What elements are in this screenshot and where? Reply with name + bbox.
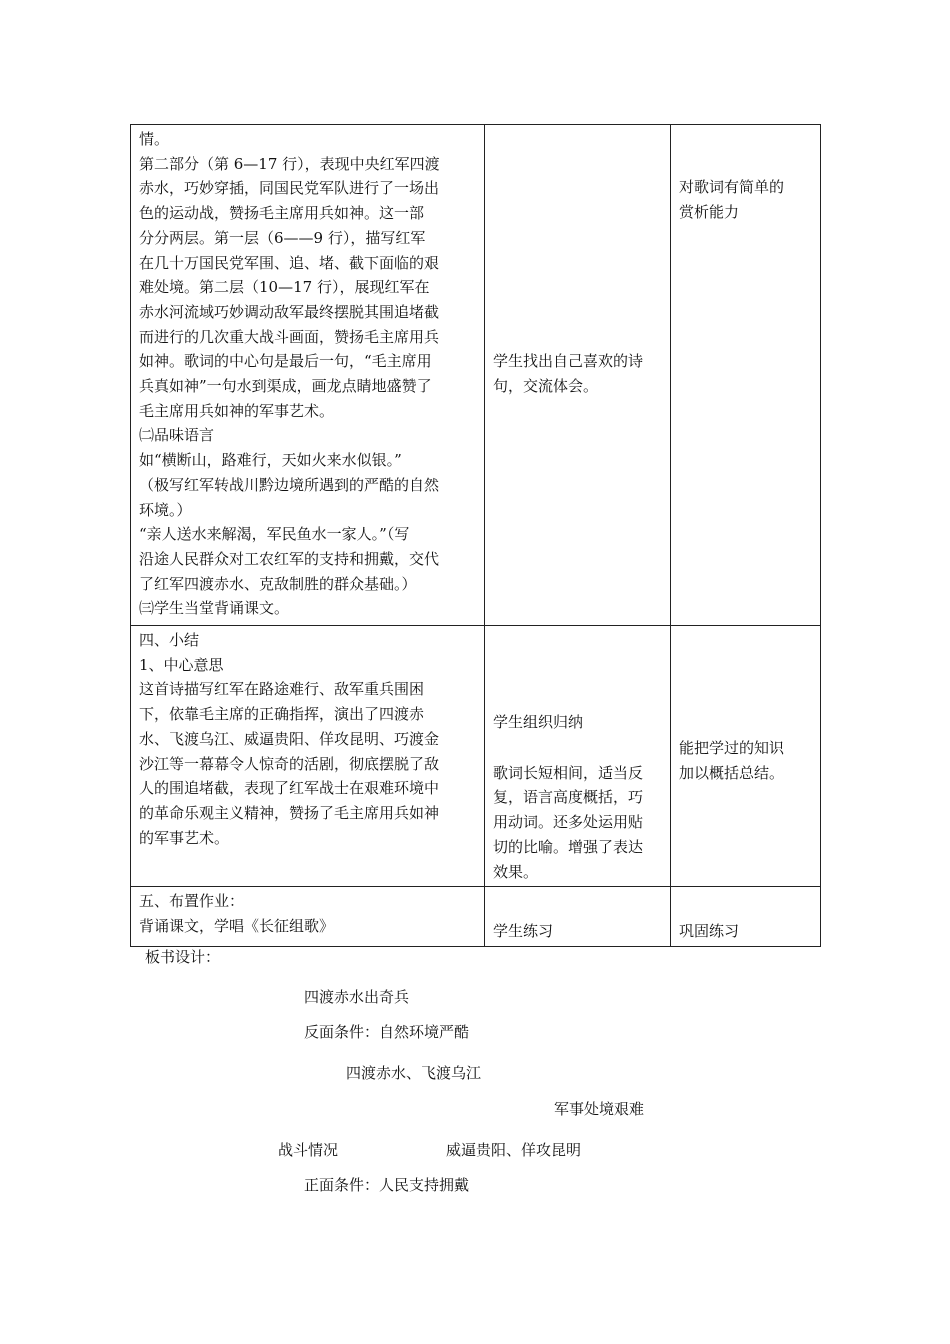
text-line: 了红军四渡赤水、克敌制胜的群众基础。）: [139, 574, 417, 593]
text-line: ㈡品味语言: [139, 426, 215, 445]
text-line: 赤水，巧妙穿插，同国民党军队进行了一场出: [139, 179, 440, 198]
text-line: 能把学过的知识: [679, 739, 785, 757]
text-line: 学生组织归纳: [493, 713, 584, 731]
design-intent-cell: [671, 626, 821, 887]
text-line: 学生找出自己喜欢的诗: [493, 352, 644, 370]
text-line: 在几十万国民党军围、追、堵、截下面临的艰: [139, 253, 440, 272]
student-activity-cell: [485, 125, 671, 626]
text-line: 赏析能力: [679, 202, 740, 221]
design-intent-cell: [671, 887, 821, 947]
text-line: 如神。歌词的中心句是最后一句，“毛主席用: [139, 352, 432, 371]
text-line: “亲人送水来解渴，军民鱼水一家人。”（写: [139, 525, 410, 544]
text-line: 水、飞渡乌江、威逼贵阳、佯攻昆明、巧渡金: [139, 729, 440, 748]
text-line: 歌词长短相间，适当反: [493, 763, 644, 782]
text-line: 巩固练习: [679, 922, 740, 941]
text-line: 切的比喻。增强了表达: [493, 837, 644, 856]
text-line: 如“横断山，路难行，天如火来水似银。”: [139, 451, 402, 470]
text-line: 1、中心意思: [139, 655, 224, 674]
table-row: [131, 626, 821, 887]
text-line: 兵真如神”一句水到渠成，画龙点睛地盛赞了: [139, 377, 432, 396]
text-line: 句，交流体会。: [493, 376, 599, 395]
board-positive-condition: 正面条件：人民支持拥戴: [304, 1176, 470, 1194]
text-line: 的革命乐观主义精神，赞扬了毛主席用兵如神: [139, 803, 440, 822]
text-line: 难处境。第二层（10—17 行），展现红军在: [139, 278, 430, 297]
text-line: ㈢学生当堂背诵课文。: [139, 599, 290, 618]
text-line: 色的运动战，赞扬毛主席用兵如神。这一部: [139, 204, 425, 223]
text-line: 的军事艺术。: [139, 828, 230, 847]
board-battle-label: 战斗情况: [278, 1141, 339, 1159]
text-line: 沙江等一幕幕令人惊奇的活剧，彻底摆脱了敌: [139, 754, 440, 773]
board-battles-first: 四渡赤水、飞渡乌江: [346, 1064, 482, 1082]
table-row: [131, 887, 821, 947]
text-line: 这首诗描写红军在路途难行、敌军重兵围困: [139, 680, 425, 699]
text-line: 人的围追堵截，表现了红军战士在艰难环境中: [139, 779, 440, 798]
teaching-content-cell: [131, 626, 485, 887]
text-line: 背诵课文，学唱《长征组歌》: [139, 916, 335, 935]
text-line: 毛主席用兵如神的军事艺术。: [139, 401, 335, 420]
text-line: 沿途人民群众对工农红军的支持和拥戴，交代: [139, 549, 440, 568]
board-title: 四渡赤水出奇兵: [304, 988, 410, 1006]
board-battles-second: 威逼贵阳、佯攻昆明: [446, 1141, 582, 1159]
text-line: 学生练习: [493, 922, 554, 941]
text-line: 效果。: [493, 862, 539, 881]
text-line: 第二部分（第 6—17 行），表现中央红军四渡: [139, 154, 440, 173]
text-line: 复，语言高度概括，巧: [493, 788, 644, 807]
lesson-plan-table: [130, 124, 821, 947]
text-line: 四、小结: [139, 631, 200, 649]
text-line: （极写红军转战川黔边境所遇到的严酷的自然: [139, 475, 440, 494]
text-line: 赤水河流域巧妙调动敌军最终摆脱其围追堵截: [139, 302, 440, 321]
teaching-content-cell: [131, 887, 485, 947]
text-line: 用动词。还多处运用贴: [493, 813, 644, 832]
text-line: 环境。）: [139, 500, 192, 519]
text-line: 五、布置作业：: [139, 892, 245, 911]
board-hardship: 军事处境艰难: [554, 1100, 645, 1118]
student-activity-cell: [485, 887, 671, 947]
table-row: [131, 125, 821, 626]
text-line: 下，依靠毛主席的正确指挥，演出了四渡赤: [139, 705, 425, 724]
board-design-label: 板书设计：: [145, 948, 221, 966]
text-line: 情。: [139, 130, 170, 148]
board-negative-condition: 反面条件：自然环境严酷: [304, 1023, 470, 1041]
text-line: 加以概括总结。: [679, 763, 785, 782]
design-intent-cell: [671, 125, 821, 626]
text-line: 而进行的几次重大战斗画面，赞扬毛主席用兵: [139, 327, 440, 346]
student-activity-cell: [485, 626, 671, 887]
text-line: 分分两层。第一层（6——9 行），描写红军: [139, 228, 426, 247]
teaching-content-cell: [131, 125, 485, 626]
text-line: 对歌词有简单的: [679, 178, 785, 196]
